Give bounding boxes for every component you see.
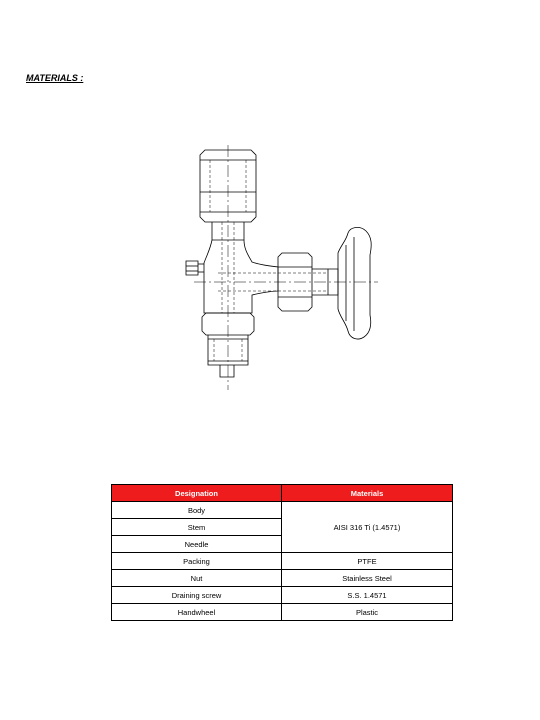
designation-cell: Body bbox=[112, 502, 282, 519]
material-cell: PTFE bbox=[282, 553, 453, 570]
valve-technical-drawing bbox=[178, 145, 378, 395]
designation-cell: Handwheel bbox=[112, 604, 282, 621]
materials-table bbox=[111, 484, 453, 621]
handwheel bbox=[338, 227, 371, 339]
material-cell: Plastic bbox=[282, 604, 453, 621]
table-row bbox=[112, 553, 453, 570]
table-row bbox=[112, 502, 453, 519]
material-cell: Stainless Steel bbox=[282, 570, 453, 587]
table-row bbox=[112, 570, 453, 587]
valve-body bbox=[204, 222, 278, 313]
designation-cell: Draining screw bbox=[112, 587, 282, 604]
material-cell: AISI 316 Ti (1.4571) bbox=[282, 502, 453, 553]
designation-cell: Needle bbox=[112, 536, 282, 553]
table-row bbox=[112, 604, 453, 621]
table-header-row bbox=[112, 485, 453, 502]
draining-screw bbox=[186, 261, 198, 275]
material-cell: S.S. 1.4571 bbox=[282, 587, 453, 604]
designation-cell: Nut bbox=[112, 570, 282, 587]
header-materials: Materials bbox=[282, 485, 453, 502]
bottom-spigot bbox=[220, 365, 234, 377]
designation-cell: Packing bbox=[112, 553, 282, 570]
materials-heading: MATERIALS : bbox=[26, 73, 84, 83]
designation-cell: Stem bbox=[112, 519, 282, 536]
header-designation: Designation bbox=[112, 485, 282, 502]
table-row bbox=[112, 587, 453, 604]
